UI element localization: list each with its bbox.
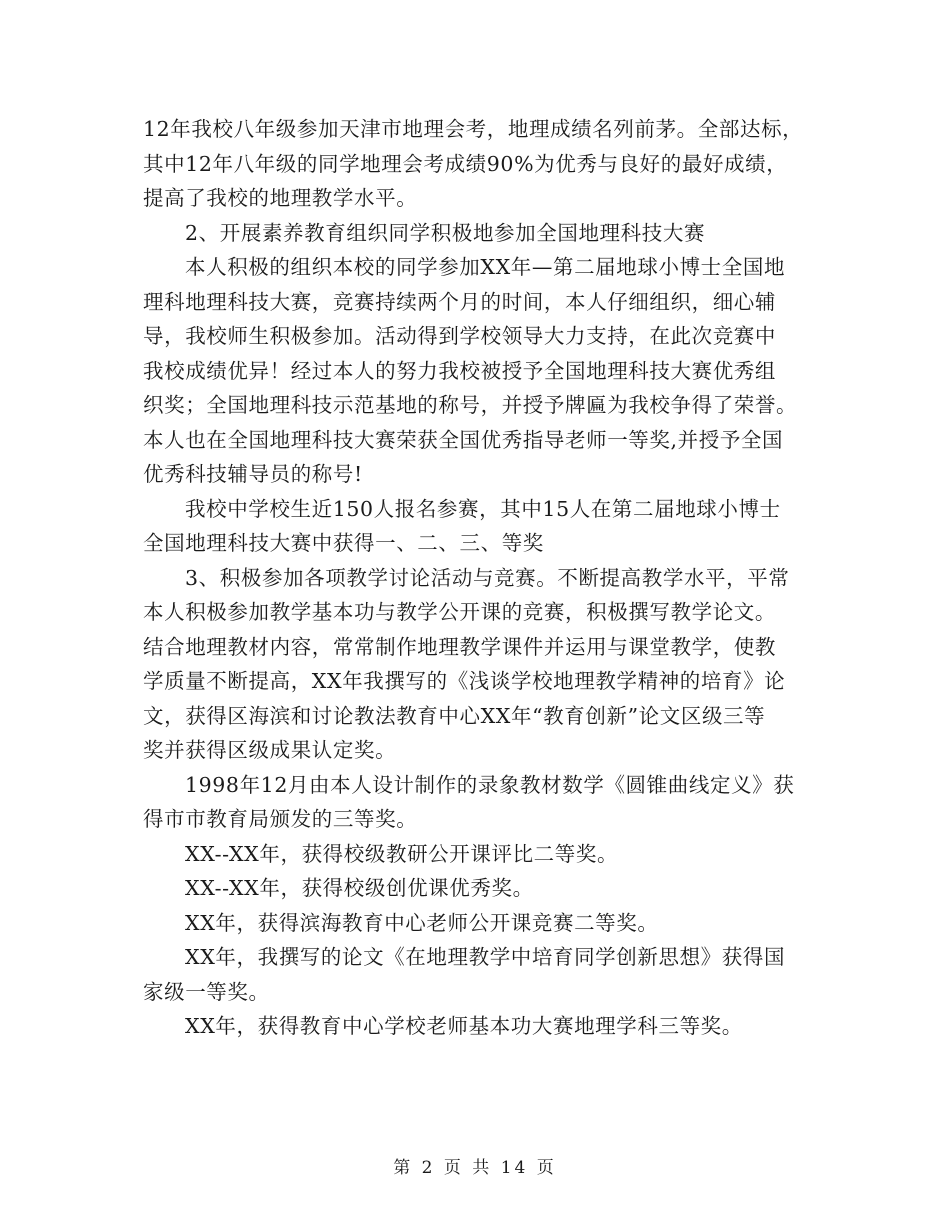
text-line: XX--XX年，获得校级教研公开课评比二等奖。: [185, 841, 619, 866]
paragraph: [143, 837, 813, 872]
text-line: 1998年12月由本人设计制作的录象教材数学《圆锥曲线定义》获: [185, 772, 795, 797]
text-line: 我校中学校生近150人报名参赛，其中15人在第二届地球小博士: [185, 496, 781, 521]
paragraph: [143, 250, 813, 492]
paragraph: [143, 492, 813, 561]
text-line: XX--XX年，获得校级创优课优秀奖。: [185, 876, 534, 900]
text-line: 全国地理科技大赛中获得一、二、三、等奖: [143, 531, 544, 555]
paragraph: [143, 112, 813, 216]
text-line: 我校成绩优异！经过本人的努力我校被授予全国地理科技大赛优秀组: [143, 358, 776, 383]
text-line: XX年，获得教育中心学校老师基本功大赛地理学科三等奖。: [185, 1014, 743, 1038]
document-body: [143, 112, 813, 1044]
page-footer: 第 2 页 共 14 页: [393, 1158, 557, 1178]
paragraph: [143, 216, 813, 251]
text-line: 3、积极参加各项教学讨论活动与竞赛。不断提高教学水平，平常: [185, 565, 790, 590]
text-line: 结合地理教材内容，常常制作地理教学课件并运用与课堂教学，使教: [143, 634, 776, 659]
text-line: XX年，获得滨海教育中心老师公开课竞赛二等奖。: [185, 910, 659, 935]
paragraph: [143, 1009, 813, 1044]
text-line: 文，获得区海滨和讨论教法教育中心XX年“教育创新”论文区级三等: [143, 703, 766, 728]
paragraph: [143, 871, 813, 906]
text-line: 本人积极参加教学基本功与教学公开课的竞赛，积极撰写教学论文。: [143, 600, 776, 624]
text-line: 奖并获得区级成果认定奖。: [143, 738, 397, 762]
text-line: XX年，我撰写的论文《在地理教学中培育同学创新思想》获得国: [185, 945, 786, 969]
paragraph: [143, 940, 813, 1009]
paragraph: [143, 561, 813, 768]
text-line: 家级一等奖。: [143, 979, 270, 1004]
text-line: 提高了我校的地理教学水平。: [143, 186, 418, 210]
text-line: 12年我校八年级参加天津市地理会考，地理成绩名列前茅。全部达标，: [143, 117, 804, 141]
text-line: 理科地理科技大赛，竞赛持续两个月的时间，本人仔细组织，细心辅: [143, 289, 776, 314]
text-line: 优秀科技辅导员的称号!: [143, 462, 363, 486]
paragraph: [143, 906, 813, 941]
text-line: 本人积极的组织本校的同学参加XX年—第二届地球小博士全国地: [185, 255, 786, 279]
text-line: 学质量不断提高，XX年我撰写的《浅谈学校地理教学精神的培育》论: [143, 669, 786, 693]
paragraph: [143, 768, 813, 837]
text-line: 织奖；全国地理科技示范基地的称号，并授予牌匾为我校争得了荣誉。: [143, 393, 798, 417]
text-line: 2、开展素养教育组织同学积极地参加全国地理科技大赛: [185, 220, 706, 245]
text-line: 得市市教育局颁发的三等奖。: [143, 807, 418, 831]
text-line: 其中12年八年级的同学地理会考成绩90%为优秀与良好的最好成绩，: [143, 151, 788, 176]
text-line: 本人也在全国地理科技大赛荣获全国优秀指导老师一等奖,并授予全国: [143, 427, 784, 452]
text-line: 导，我校师生积极参加。活动得到学校领导大力支持，在此次竞赛中: [143, 324, 776, 348]
